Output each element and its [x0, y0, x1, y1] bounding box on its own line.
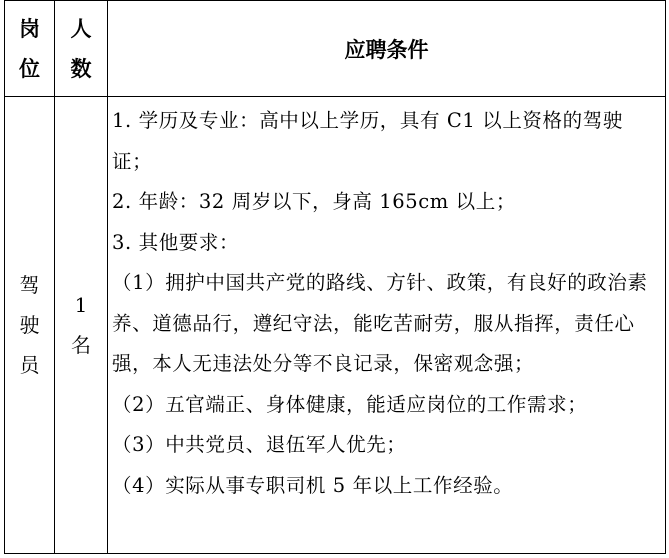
- condition-other-4: （4）实际从事专职司机 5 年以上工作经验。: [112, 473, 514, 497]
- cell-position: [5, 97, 55, 554]
- header-count-label: 人数: [70, 15, 92, 81]
- header-conditions-label: 应聘条件: [344, 36, 429, 62]
- header-count: [55, 1, 108, 97]
- condition-education: 1. 学历及专业：高中以上学历，具有 C1 以上资格的驾驶证；: [112, 109, 623, 173]
- table-header-row: [5, 1, 666, 97]
- position-value: 驾驶员: [19, 273, 40, 377]
- cell-count: [55, 97, 108, 554]
- header-position: [5, 1, 55, 97]
- count-value: 1名: [71, 293, 91, 357]
- header-position-label: 岗位: [19, 15, 40, 81]
- condition-other-2: （2）五官端正、身体健康，能适应岗位的工作需求；: [112, 392, 588, 416]
- condition-age: 2. 年龄：32 周岁以下，身高 165cm 以上；: [112, 190, 516, 213]
- header-conditions: [108, 1, 666, 97]
- table-row: [5, 97, 666, 554]
- condition-other-1: （1）拥护中国共产党的路线、方针、政策，有良好的政治素养、道德品行，遵纪守法，能吃苦耐劳，服从指挥，责任心强，本人无违法处分等不良记录，保密观念强；: [112, 271, 648, 375]
- condition-other-heading: 3. 其他要求：: [112, 230, 240, 254]
- recruitment-table: [4, 0, 666, 554]
- condition-other-3: （3）中共党员、退伍军人优先；: [112, 433, 407, 456]
- cell-conditions: [108, 97, 666, 554]
